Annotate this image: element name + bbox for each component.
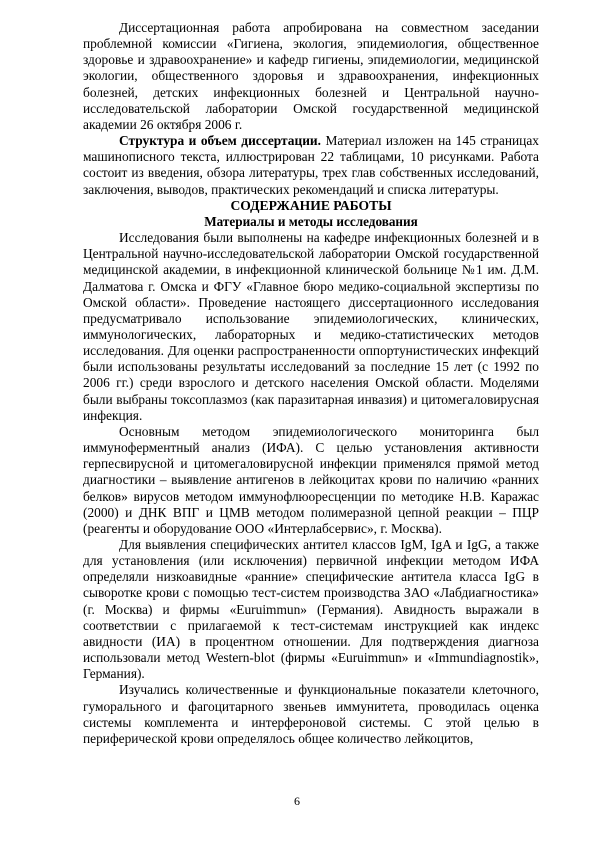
content-heading: СОДЕРЖАНИЕ РАБОТЫ bbox=[230, 197, 392, 213]
page-body bbox=[83, 20, 539, 747]
methods-heading: Материалы и методы исследования bbox=[204, 213, 418, 229]
approval-paragraph: Диссертационная работа апробирована на совместном заседании проблемной комиссии «Гигиена, экология, эпидемиология, общественное здоровье и здравоохранение» и кафедр гигиены, эпидемиологии, медицинской экологии, общественного здоровья и здравоохранения, инфекционных болезней, детских инфекционных болезней и Центральной научно-исследовательской лаборатории Омской государственной медицинской академии 26 октября 2006 г. bbox=[83, 20, 539, 132]
research-paragraph: Исследования были выполнены на кафедре инфекционных болезней и в Центральной научно-исследовательской лаборатории Омской государственной медицинской академии, в инфекционной клинической больнице №1 им. Д.М. Далматова г. Омска и ФГУ «Главное бюро медико-социальной экспертизы по Омской области». Проведение настоящего диссертационного исследования предусматривало использование эпидемиологических, клинических, иммунологических, лабораторных и медико-статистических методов исследования. Для оценки распространенности оппортунистических инфекций были использованы результаты исследований за последние 15 лет (с 1992 по 2006 гг.) среди взрослого и детского населения Омской области. Моделями были выбраны токсоплазмоз (как паразитарная инвазия) и цитомегаловирусная инфекция. bbox=[83, 230, 539, 423]
antibodies-paragraph: Для выявления специфических антител классов IgM, IgA и IgG, а также для установления (или исключения) первичной инфекции методом ИФА определяли низкоавидные «ранние» специфические антитела класса IgG в сыворотке крови с помощью тест-систем производства ЗАО «Лабдиагностика» (г. Москва) и фирмы «Euruimmun» (Германия). Авидность выражали в соответствии с прилагаемой к тест-системам инструкцией как индекс авидности (ИА) в процентном отношении. Для подтверждения диагноза использовали метод Western-blot (фирмы «Euruimmun» и «Immundiagnostik», Германия). bbox=[83, 537, 539, 682]
ifa-paragraph: Основным методом эпидемиологического мониторинга был иммуноферментный анализ (ИФА). С целью установления активности герпесвирусной и цитомегаловирусной инфекции применялся прямой метод диагностики – выявление антигенов в лейкоцитах крови по наличию «ранних белков» вирусов методом иммунофлюоресценции по методике Н.В. Каражас (2000) и ДНК ВПГ и ЦМВ методом полимеразной цепной реакции – ПЦР (реагенты и оборудование ООО «Интерлабсервис», г. Москва). bbox=[83, 423, 539, 536]
structure-lead: Структура и объем диссертации. bbox=[119, 133, 321, 149]
immunity-paragraph: Изучались количественные и функциональные показатели клеточного, гуморального и фагоцитарного звеньев иммунитета, проводилась оценка системы комплемента и интерфероновой системы. С этой целью в периферической крови определялось общее количество лейкоцитов, bbox=[83, 682, 539, 746]
page-number: 6 bbox=[294, 794, 300, 808]
structure-paragraph bbox=[83, 133, 539, 198]
structure-text: Материал изложен на 145 страницах машинописного текста, иллюстрирован 22 таблицами, 10 рисунками. Работа состоит из введения, обзора литературы, трех глав собственных исследований, заключения, выводов, практических рекомендаций и списка литературы. bbox=[83, 133, 539, 197]
